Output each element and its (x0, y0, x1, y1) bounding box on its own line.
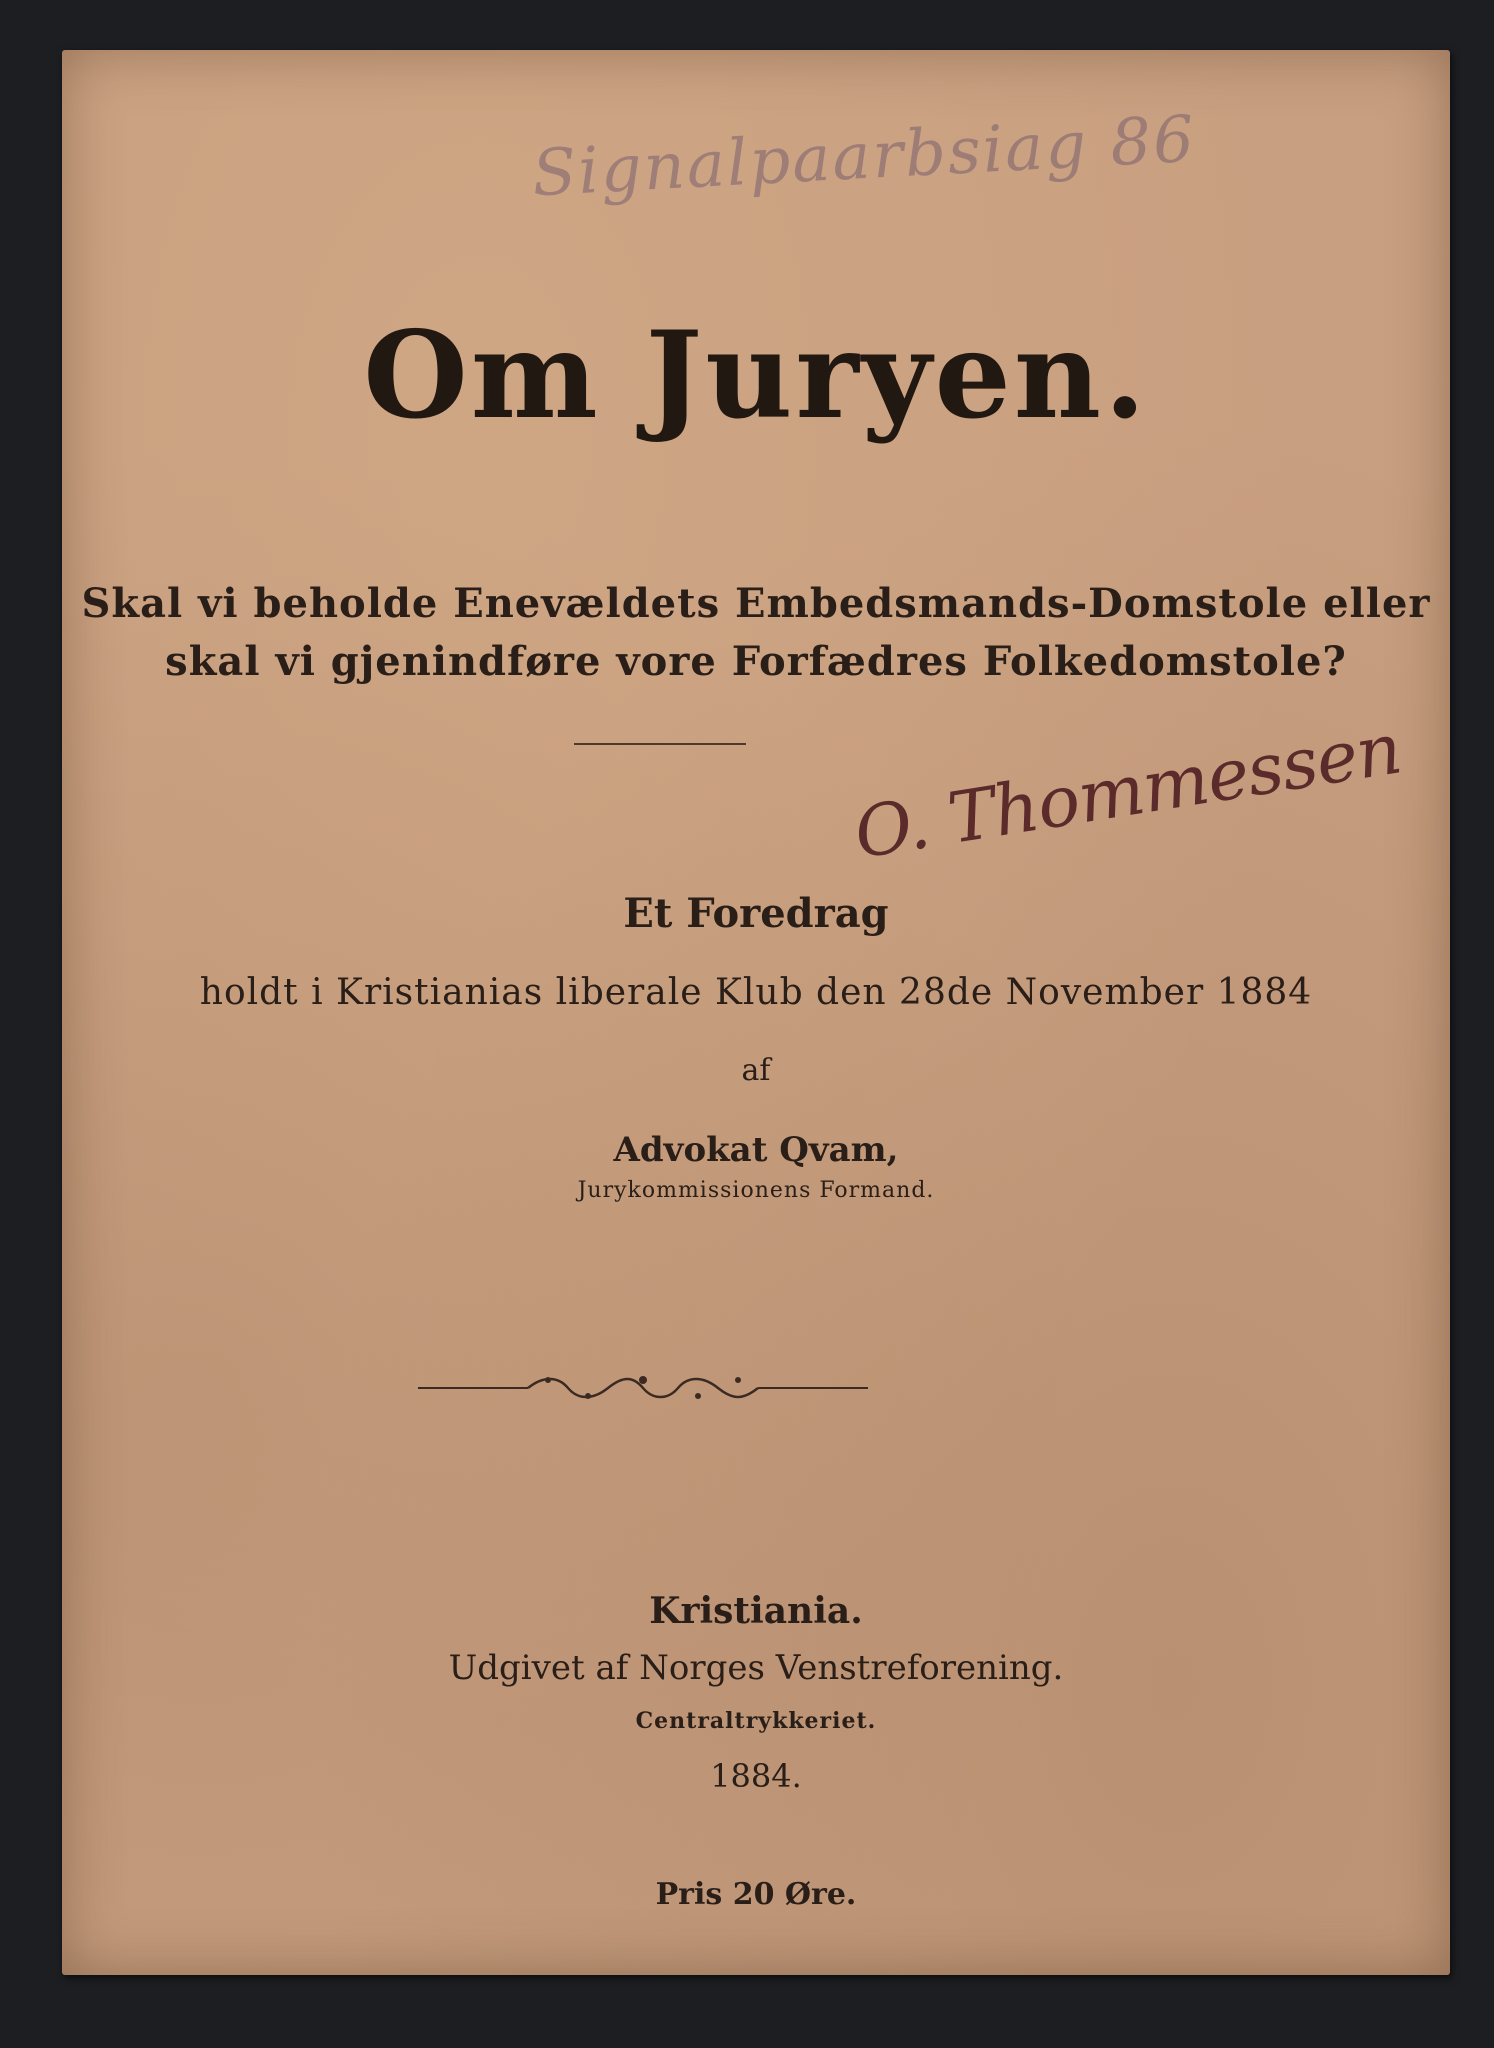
title-page (62, 50, 1450, 1975)
subtitle-line-1: Skal vi beholde Enevældets Embedsmands-Domstole eller (81, 580, 1431, 627)
publication-city: Kristiania. (649, 1590, 863, 1632)
publication-year: 1884. (710, 1757, 802, 1795)
document-subtitle (62, 575, 1450, 691)
price: Pris 20 Øre. (655, 1877, 857, 1912)
publisher: Udgivet af Norges Venstreforening. (448, 1648, 1064, 1688)
author-role: Jurykommissionens Formand. (577, 1178, 935, 1203)
printer: Centraltrykkeriet. (635, 1708, 877, 1734)
lecture-occasion: holdt i Kristianias liberale Klub den 28de November 1884 (199, 972, 1313, 1013)
author-name: Advokat Qvam, (613, 1130, 899, 1170)
divider-rule (574, 743, 746, 745)
document-title: Om Juryen. (363, 305, 1149, 446)
handwritten-pencil-note: Signalpaarbsiag 86 (530, 102, 1198, 212)
handwritten-signature: O. Thommessen (848, 707, 1407, 875)
lecture-heading: Et Foredrag (623, 890, 889, 937)
by-line: af (741, 1053, 771, 1088)
subtitle-line-2: skal vi gjenindføre vore Forfædres Folkedomstole? (165, 638, 1347, 685)
ornament-divider-icon (418, 1368, 868, 1408)
